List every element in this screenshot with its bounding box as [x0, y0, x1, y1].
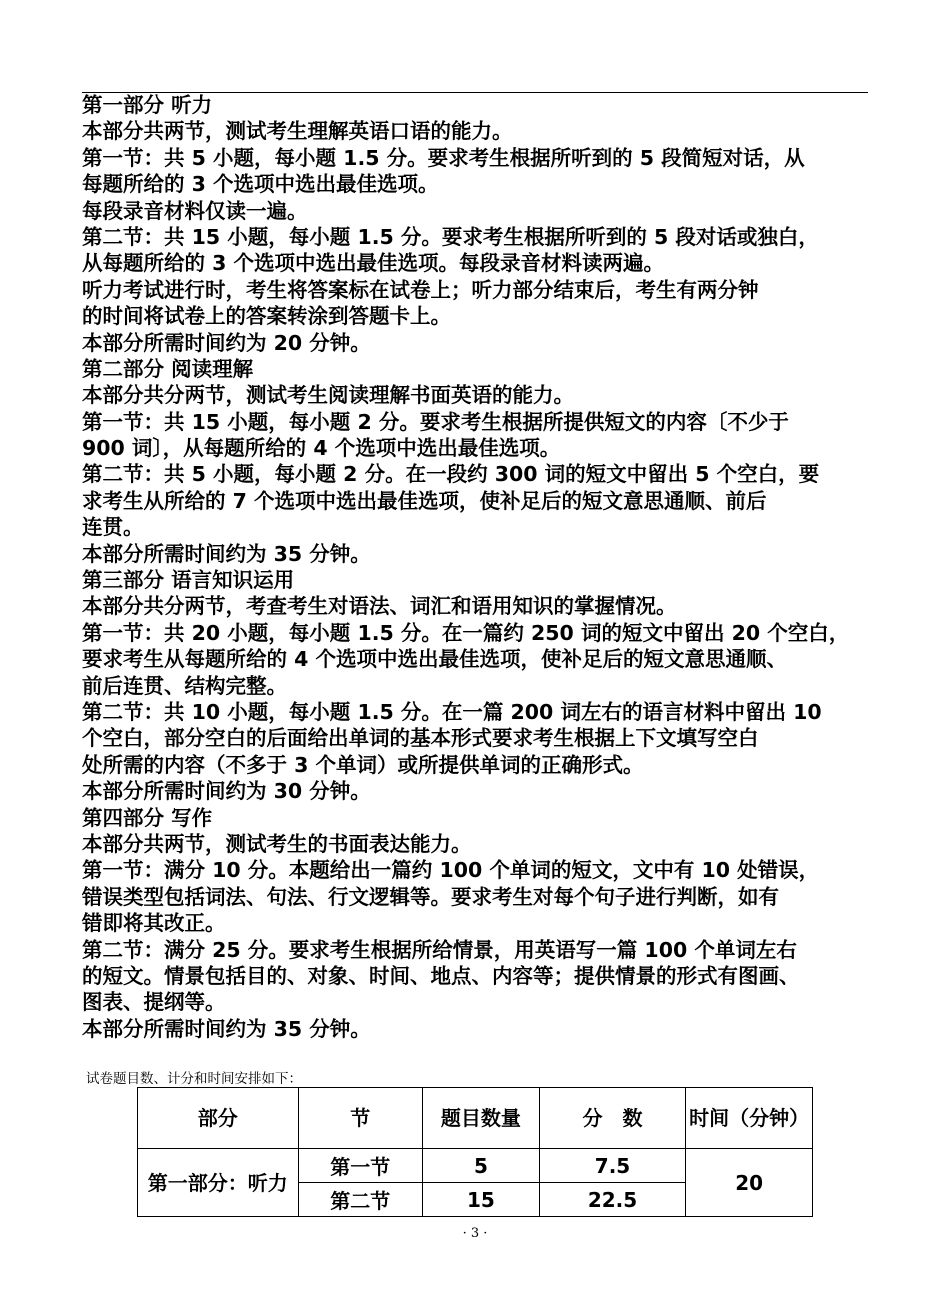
text-line: 本部分共分两节，考查考生对语法、词汇和语用知识的掌握情况。 [82, 594, 677, 619]
text-line: 第二节：共 15 小题，每小题 1.5 分。要求考生根据所听到的 5 段对话或独白， [82, 224, 819, 249]
text-line: 本部分共两节，测试考生的书面表达能力。 [82, 831, 472, 856]
text-line: 本部分共两节，测试考生理解英语口语的能力。 [82, 119, 513, 144]
page-number: · 3 · [462, 1226, 488, 1241]
cell-part: 第一部分：听力 [138, 1149, 299, 1217]
cell-count: 5 [423, 1149, 540, 1183]
text-line: 本部分共分两节，测试考生阅读理解书面英语的能力。 [82, 383, 574, 408]
text-line: 的短文。情景包括目的、对象、时间、地点、内容等；提供情景的形式有图画、 [82, 963, 800, 988]
cell-score: 7.5 [539, 1149, 686, 1183]
cell-section: 第二节 [298, 1183, 423, 1217]
text-line: 900 词〕，从每题所给的 4 个选项中选出最佳选项。 [82, 436, 561, 461]
text-line: 个空白，部分空白的后面给出单词的基本形式要求考生根据上下文填写空白 [82, 726, 759, 751]
text-line: 求考生从所给的 7 个选项中选出最佳选项，使补足后的短文意思通顺、前后 [82, 488, 767, 513]
text-line: 的时间将试卷上的答案转涂到答题卡上。 [82, 304, 451, 329]
text-line: 每段录音材料仅读一遍。 [82, 198, 308, 223]
text-line: 处所需的内容（不多于 3 个单词）或所提供单词的正确形式。 [82, 752, 644, 777]
text-line: 第二节：共 10 小题，每小题 1.5 分。在一篇 200 词左右的语言材料中留出 10 [82, 699, 822, 724]
text-line: 本部分所需时间约为 30 分钟。 [82, 779, 371, 804]
text-line: 连贯。 [82, 515, 144, 540]
text-line: 要求考生从每题所给的 4 个选项中选出最佳选项，使补足后的短文意思通顺、 [82, 647, 788, 672]
cell-score: 22.5 [539, 1183, 686, 1217]
schedule-table [137, 1087, 813, 1217]
text-line: 本部分所需时间约为 35 分钟。 [82, 1016, 371, 1041]
text-line: 前后连贯、结构完整。 [82, 673, 287, 698]
text-line: 第二节：共 5 小题，每小题 2 分。在一段约 300 词的短文中留出 5 个空白，要 [82, 462, 820, 487]
text-line: 第二节：满分 25 分。要求考生根据所给情景，用英语写一篇 100 个单词左右 [82, 937, 797, 962]
table-caption: 试卷题目数、计分和时间安排如下： [86, 1071, 302, 1087]
text-line: 第二部分 阅读理解 [82, 356, 254, 381]
text-line: 本部分所需时间约为 20 分钟。 [82, 330, 371, 355]
exam-structure-text [82, 92, 872, 1042]
header-time: 时间（分钟） [686, 1088, 813, 1149]
text-line: 图表、提纲等。 [82, 990, 226, 1015]
text-line: 第一节：满分 10 分。本题给出一篇约 100 个单词的短文，文中有 10 处错误， [82, 858, 820, 883]
text-line: 第一节：共 15 小题，每小题 2 分。要求考生根据所提供短文的内容〔不少于 [82, 409, 789, 434]
header-score: 分 数 [539, 1088, 686, 1149]
text-line: 错即将其改正。 [82, 911, 226, 936]
cell-section: 第一节 [298, 1149, 423, 1183]
text-line: 第一节：共 5 小题，每小题 1.5 分。要求考生根据所听到的 5 段简短对话，从 [82, 145, 805, 170]
text-line: 听力考试进行时，考生将答案标在试卷上；听力部分结束后，考生有两分钟 [82, 277, 759, 302]
header-count: 题目数量 [423, 1088, 540, 1149]
text-line: 错误类型包括词法、句法、行文逻辑等。要求考生对每个句子进行判断，如有 [82, 884, 779, 909]
cell-count: 15 [423, 1183, 540, 1217]
text-line: 第一节：共 20 小题，每小题 1.5 分。在一篇约 250 词的短文中留出 20 个空白， [82, 620, 850, 645]
header-part: 部分 [138, 1088, 299, 1149]
text-line: 第三部分 语言知识运用 [82, 568, 295, 593]
cell-time: 20 [686, 1149, 813, 1217]
text-line: 每题所给的 3 个选项中选出最佳选项。 [82, 172, 439, 197]
header-section: 节 [298, 1088, 423, 1149]
text-line: 本部分所需时间约为 35 分钟。 [82, 541, 371, 566]
table-row [138, 1149, 813, 1183]
text-line: 第一部分 听力 [82, 93, 213, 117]
table-header-row [138, 1088, 813, 1149]
text-line: 从每题所给的 3 个选项中选出最佳选项。每段录音材料读两遍。 [82, 251, 665, 276]
text-line: 第四部分 写作 [82, 805, 213, 830]
